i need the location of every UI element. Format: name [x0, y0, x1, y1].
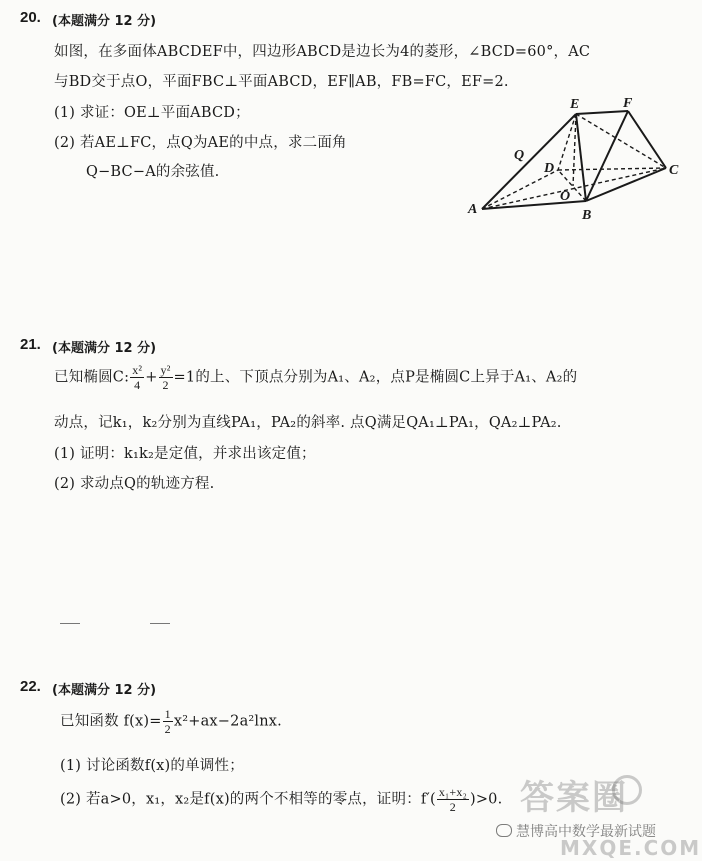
q21-line-1-post: =1的上、下顶点分别为A₁、A₂，点P是椭圆C上异于A₁、A₂的 — [173, 369, 578, 386]
fraction-y2-over-2 — [159, 364, 173, 391]
edge-FC — [628, 111, 666, 168]
q22-part-2-post: )>0. — [469, 791, 503, 808]
fraction-denominator: 2 — [449, 800, 456, 814]
segment-EO — [573, 114, 576, 186]
q20-part-1: (1) 求证：OE⊥平面ABCD； — [54, 105, 250, 121]
q21-part-2: (2) 求动点Q的轨迹方程. — [54, 476, 215, 492]
watermark-account-text: 慧博高中数学最新试题 — [516, 824, 656, 840]
label-A: A — [468, 202, 478, 217]
q22-part-2 — [60, 786, 502, 813]
fraction-1-over-2 — [163, 708, 173, 735]
label-O: O — [560, 189, 571, 204]
q21-part-1: (1) 证明：k₁k₂是定值，并求出该定值； — [54, 446, 316, 462]
fraction-numerator: 1 — [164, 707, 171, 721]
wechat-small-icon — [496, 824, 512, 837]
fraction-denominator: 2 — [164, 722, 171, 736]
q21-line-1 — [54, 364, 577, 391]
q22-part-2-pre: (2) 若a>0，x₁，x₂是f(x)的两个不相等的零点，证明：f′( — [60, 791, 436, 808]
segment-EC — [576, 114, 666, 168]
label-B: B — [582, 208, 592, 223]
edge-EF — [576, 111, 628, 114]
q22-score-header: (本题满分 12 分) — [52, 683, 157, 698]
q21-line-2: 动点，记k₁，k₂分别为直线PA₁，PA₂的斜率. 点Q满足QA₁⊥PA₁，QA₂⊥PA₂. — [54, 415, 562, 431]
plus-sign: + — [145, 369, 158, 386]
label-D: D — [544, 161, 555, 176]
fraction-numerator: x₁+x₂ — [438, 785, 467, 799]
q21-score-header: (本题满分 12 分) — [52, 341, 157, 356]
label-Q: Q — [514, 148, 525, 163]
q20-score-header: (本题满分 12 分) — [52, 14, 157, 29]
q22-part-1: (1) 讨论函数f(x)的单调性； — [60, 758, 244, 774]
scan-artifact-dash — [150, 623, 170, 624]
edge-EB — [576, 114, 586, 201]
q20-part-2-line-2: Q−BC−A的余弦值. — [86, 164, 220, 180]
watermark-logo: 答案圈 — [520, 778, 628, 818]
q22-line-1-pre: 已知函数 f(x)= — [60, 713, 162, 730]
fraction-x1-plus-x2-over-2 — [437, 786, 469, 813]
label-F: F — [623, 96, 633, 111]
q20-part-2-line-1: (2) 若AE⊥FC，点Q为AE的中点，求二面角 — [54, 135, 347, 151]
q20-intro-line-2: 与BD交于点O，平面FBC⊥平面ABCD，EF∥AB，FB=FC，EF=2. — [54, 74, 509, 90]
fraction-denominator: 2 — [162, 378, 169, 392]
scan-artifact-dash — [60, 623, 80, 624]
fraction-numerator: y² — [160, 363, 171, 377]
q20-intro-line-1: 如图，在多面体ABCDEF中，四边形ABCD是边长为4的菱形，∠BCD=60°，AC — [54, 44, 591, 60]
q22-line-1-post: x²+ax−2a²lnx. — [173, 713, 282, 730]
q20-number: 20. — [20, 9, 41, 26]
fraction-x2-over-4 — [130, 364, 144, 391]
fraction-numerator: x² — [132, 363, 143, 377]
edge-DC — [558, 168, 666, 170]
fraction-denominator: 4 — [134, 378, 141, 392]
polyhedron-figure — [462, 92, 692, 224]
edge-FB — [586, 111, 628, 201]
label-E: E — [570, 97, 580, 112]
watermark-site: MXQE.COM — [560, 836, 702, 860]
wechat-icon — [612, 775, 642, 805]
q22-line-1 — [60, 708, 282, 735]
q22-number: 22. — [20, 678, 41, 695]
label-C: C — [669, 163, 679, 178]
q21-line-1-pre: 已知椭圆C: — [54, 369, 130, 386]
q21-number: 21. — [20, 336, 41, 353]
